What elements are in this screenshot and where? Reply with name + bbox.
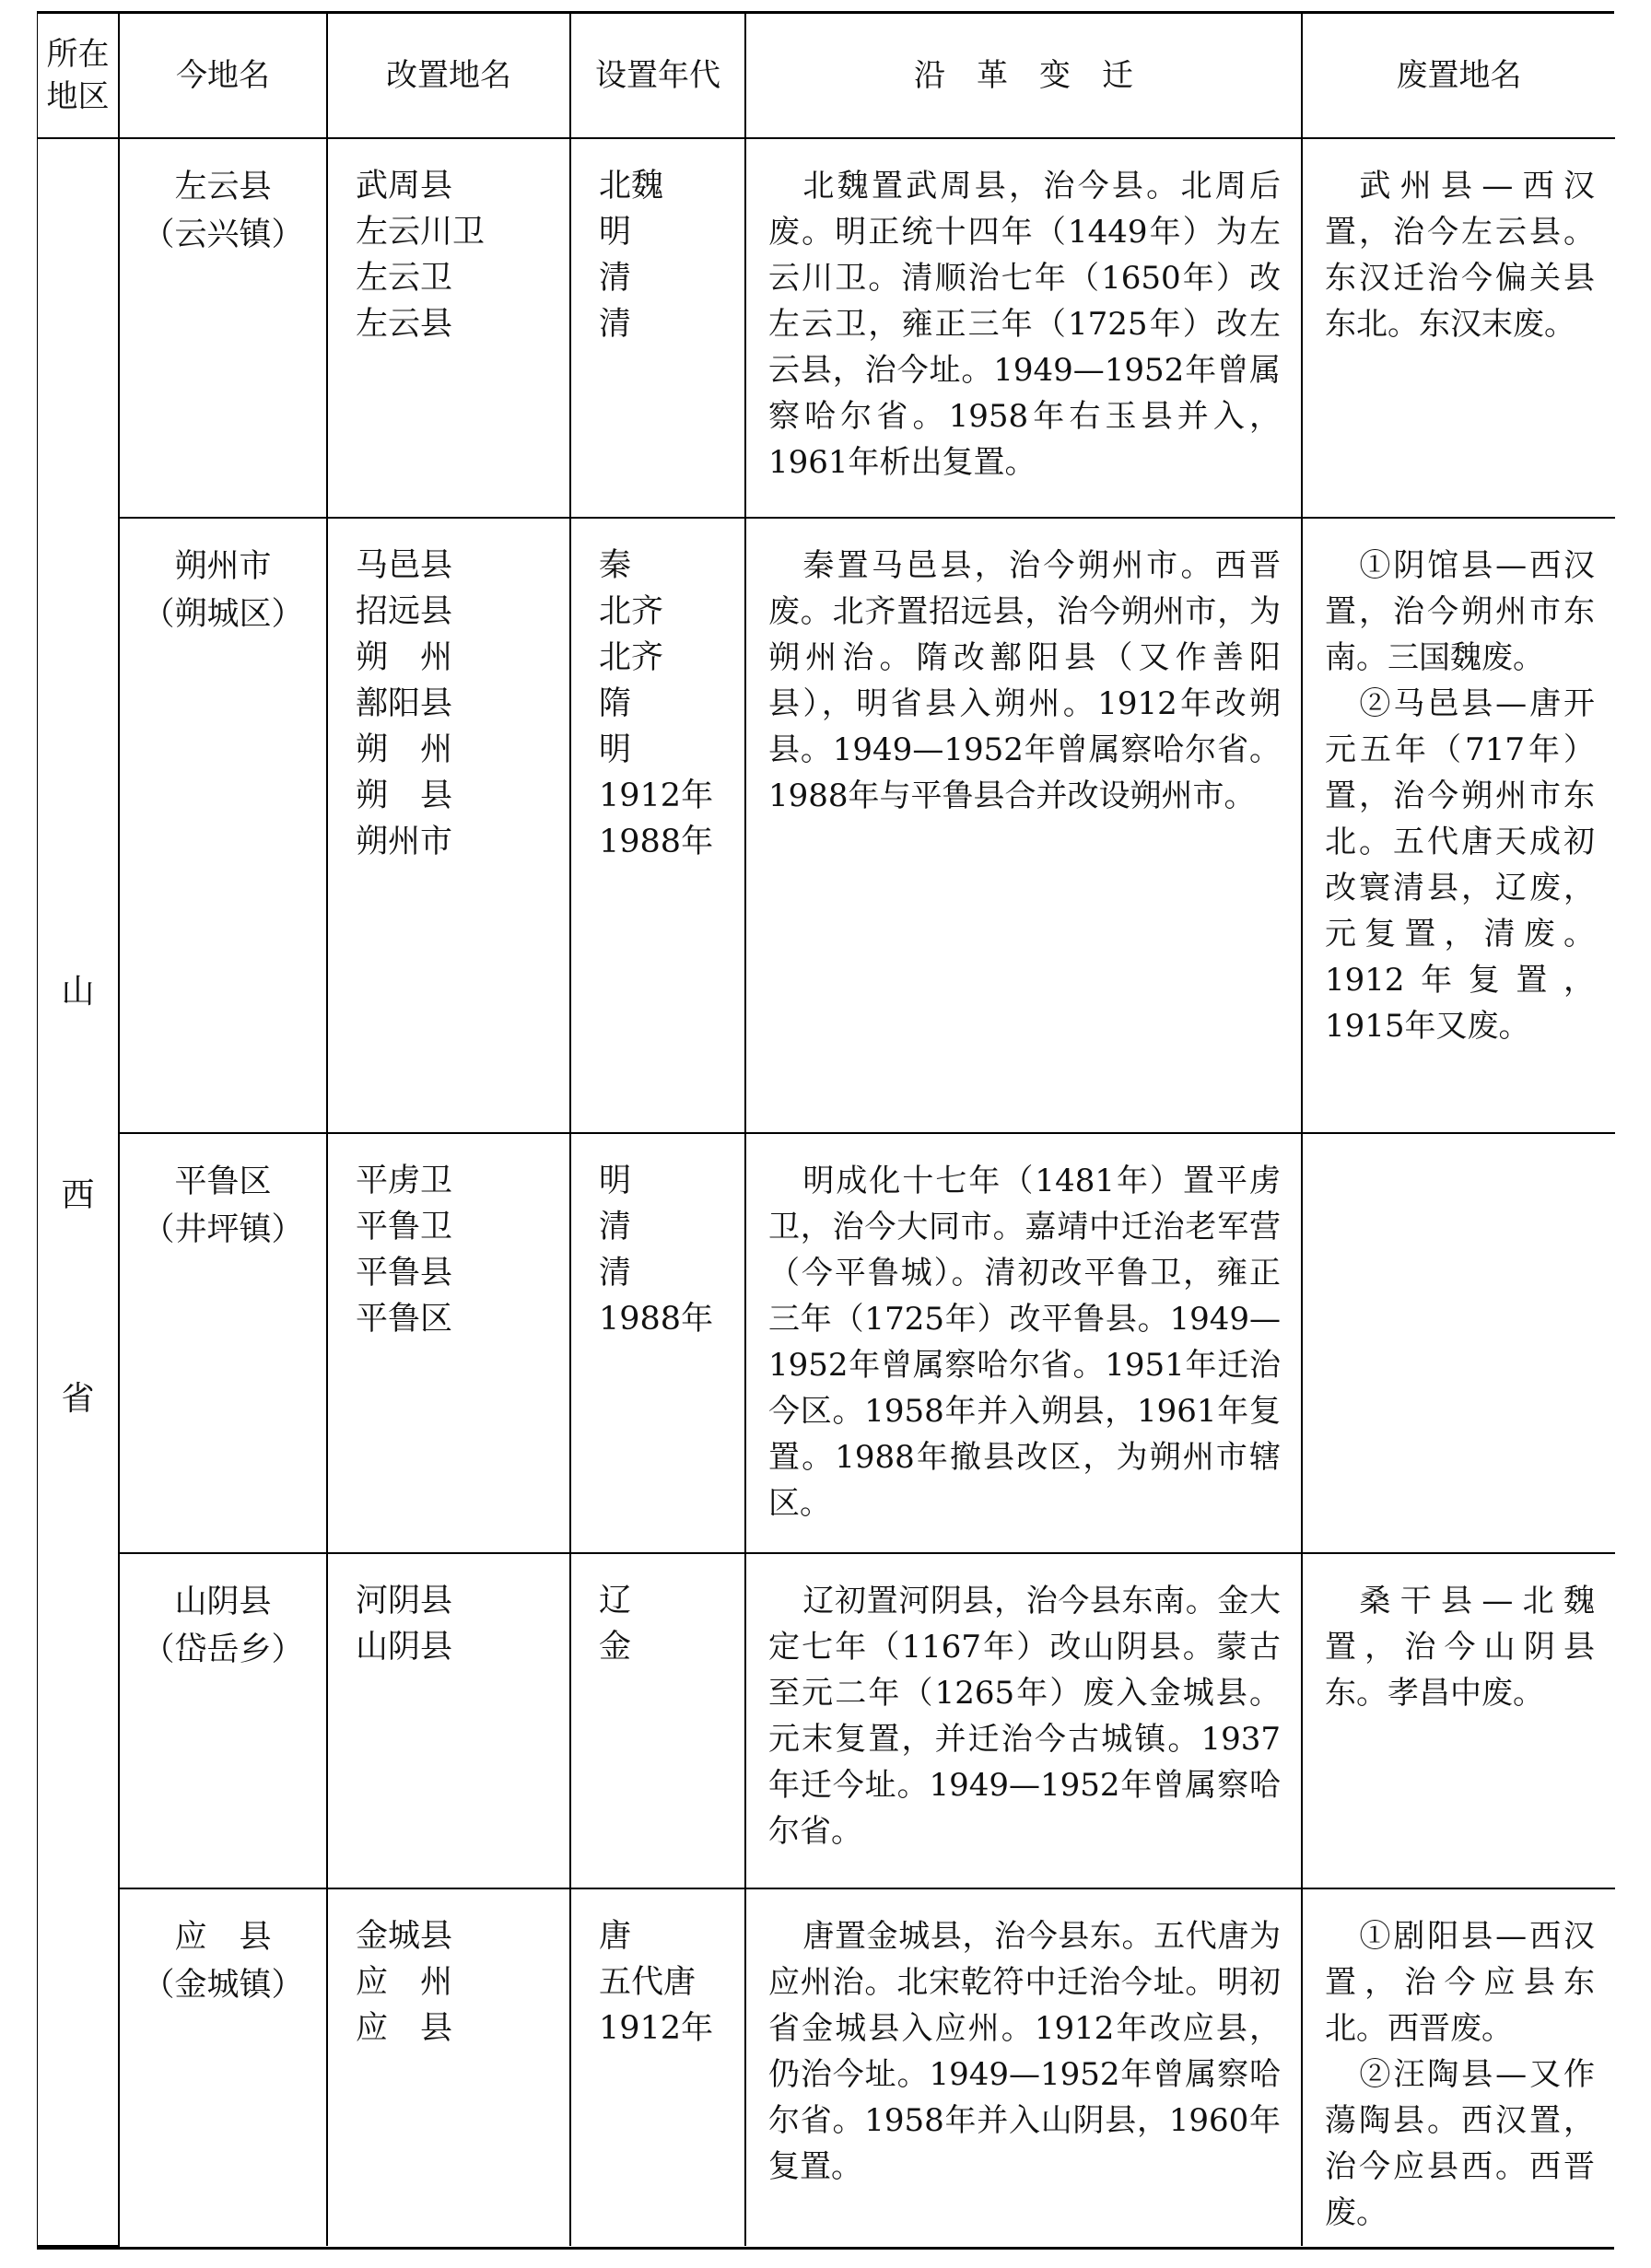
header-current-name: 今地名: [119, 14, 327, 138]
year-cell: [570, 1888, 745, 2246]
renamed-item: 招远县: [356, 593, 453, 630]
abolished-entry: ①阴馆县—西汉置，治今朔州市东南。三国魏废。: [1325, 547, 1595, 676]
renamed-cell: [327, 1553, 570, 1888]
renamed-item: 朔 州: [356, 639, 453, 676]
history-cell: [745, 138, 1302, 518]
renamed-item: 鄯阳县: [356, 685, 453, 722]
renamed-item: 平鲁县: [356, 1255, 453, 1292]
renamed-item: 左云卫: [356, 260, 453, 297]
year-item: 清: [599, 260, 632, 297]
gazetteer-sheet: [37, 11, 1614, 2250]
header-row: [38, 14, 1615, 138]
year-item: 五代唐: [599, 1964, 697, 2001]
renamed-cell: [327, 518, 570, 1133]
year-item: 清: [599, 1209, 632, 1245]
year-item: 北魏: [599, 168, 664, 205]
abolished-entry: ②汪陶县—又作蕩陶县。西汉置，治今应县西。西晋废。: [1325, 2056, 1595, 2231]
renamed-item: 平虏卫: [356, 1163, 453, 1199]
year-item: 明: [599, 214, 632, 251]
year-cell: [570, 1133, 745, 1553]
header-history: 沿 革 变 迁: [745, 14, 1302, 138]
renamed-item: 应 州: [356, 1964, 453, 2001]
year-item: 北齐: [599, 593, 664, 630]
header-renamed: 改置地名: [327, 14, 570, 138]
renamed-item: 平鲁卫: [356, 1209, 453, 1245]
year-item: 1988年: [599, 1301, 714, 1338]
region-char: 西: [61, 1175, 95, 1214]
year-cell: [570, 1553, 745, 1888]
renamed-item: 左云川卫: [356, 214, 486, 251]
renamed-item: 河阴县: [356, 1583, 453, 1619]
region-cell: [38, 138, 119, 2246]
year-cell: [570, 138, 745, 518]
year-item: 1912年: [599, 2010, 714, 2047]
abolished-entry: ②马邑县—唐开元五年（717年）置，治今朔州市东北。五代唐天成初改寰清县，辽废，元复置，清废。1912年复置，1915年又废。: [1325, 685, 1595, 1045]
year-item: 隋: [599, 685, 632, 722]
history-cell: [745, 1553, 1302, 1888]
renamed-item: 马邑县: [356, 547, 453, 584]
renamed-item: 朔 县: [356, 777, 453, 814]
current-name-cell: [119, 138, 327, 518]
history-text: 秦置马邑县，治今朔州市。西晋废。北齐置招远县，治今朔州市，为朔州治。隋改鄯阳县（又作善阳县），明省县入朔州。1912年改朔县。1949—1952年曾属察哈尔省。1988年与平鲁县合并改设朔州市。: [768, 547, 1281, 814]
table-row: [38, 1888, 1615, 2246]
seat-name: （岱岳乡）: [142, 1631, 304, 1668]
renamed-item: 应 县: [356, 2010, 453, 2047]
current-name-cell: [119, 1888, 327, 2246]
year-item: 明: [599, 1163, 632, 1199]
table-row: [38, 1133, 1615, 1553]
header-year: 设置年代: [570, 14, 745, 138]
history-cell: [745, 1888, 1302, 2246]
year-item: 秦: [599, 547, 632, 584]
history-text: 辽初置河阴县，治今县东南。金大定七年（1167年）改山阴县。蒙古至元二年（1265年）废入金城县。元末复置，并迁治今古城镇。1937年迁今址。1949—1952年曾属察哈尔省。: [768, 1583, 1281, 1850]
seat-name: （金城镇）: [142, 1967, 304, 2004]
history-cell: [745, 518, 1302, 1133]
year-item: 北齐: [599, 639, 664, 676]
renamed-cell: [327, 1133, 570, 1553]
seat-name: （云兴镇）: [142, 216, 304, 253]
renamed-item: 平鲁区: [356, 1301, 453, 1338]
header-abolished: 废置地名: [1302, 14, 1615, 138]
current-name: 应 县: [174, 1919, 272, 1956]
year-cell: [570, 518, 745, 1133]
abolished-entry: 桑干县—北魏置，治今山阴县东。孝昌中废。: [1325, 1583, 1595, 1712]
year-item: 辽: [599, 1583, 632, 1619]
region-char: 省: [61, 1379, 95, 1418]
gazetteer-table: [38, 14, 1615, 2247]
header-region: [38, 14, 119, 138]
renamed-item: 武周县: [356, 168, 453, 205]
history-text: 明成化十七年（1481年）置平虏卫，治今大同市。嘉靖中迁治老军营（今平鲁城）。清初改平鲁卫，雍正三年（1725年）改平鲁县。1949—1952年曾属察哈尔省。1951年迁治今区。1958年并入朔县，1961年复置。1988年撤县改区，为朔州市辖区。: [768, 1163, 1281, 1522]
header-region-label: 所在 地区: [46, 36, 110, 115]
renamed-item: 朔 州: [356, 731, 453, 768]
current-name-cell: [119, 1133, 327, 1553]
current-name-cell: [119, 518, 327, 1133]
year-item: 清: [599, 306, 632, 343]
renamed-item: 金城县: [356, 1918, 453, 1955]
year-item: 1912年: [599, 777, 714, 814]
history-text: 唐置金城县，治今县东。五代唐为应州治。北宋乾符中迁治今址。明初省金城县入应州。1912年改应县，仍治今址。1949—1952年曾属察哈尔省。1958年并入山阴县，1960年复置。: [768, 1918, 1281, 2185]
current-name: 山阴县: [174, 1584, 272, 1620]
table-row: [38, 138, 1615, 518]
history-text: 北魏置武周县，治今县。北周后废。明正统十四年（1449年）为左云川卫。清顺治七年（1650年）改左云卫，雍正三年（1725年）改左云县，治今址。1949—1952年曾属察哈尔省。1958年右玉县并入，1961年析出复置。: [768, 168, 1281, 481]
year-item: 清: [599, 1255, 632, 1292]
year-item: 明: [599, 731, 632, 768]
table-row: [38, 518, 1615, 1133]
table-row: [38, 1553, 1615, 1888]
seat-name: （朔城区）: [142, 596, 304, 633]
abolished-cell: [1302, 138, 1615, 518]
renamed-item: 山阴县: [356, 1629, 453, 1666]
current-name-cell: [119, 1553, 327, 1888]
abolished-cell: [1302, 518, 1615, 1133]
abolished-cell: [1302, 1553, 1615, 1888]
seat-name: （井坪镇）: [142, 1211, 304, 1248]
abolished-entry: ①剧阳县—西汉置，治今应县东北。西晋废。: [1325, 1918, 1595, 2047]
region-char: 山: [61, 972, 95, 1011]
abolished-entry: 武州县—西汉置，治今左云县。东汉迁治今偏关县东北。东汉末废。: [1325, 168, 1595, 343]
year-item: 金: [599, 1629, 632, 1666]
current-name: 朔州市: [174, 548, 272, 585]
year-item: 唐: [599, 1918, 632, 1955]
renamed-cell: [327, 1888, 570, 2246]
renamed-item: 左云县: [356, 306, 453, 343]
renamed-cell: [327, 138, 570, 518]
current-name: 左云县: [174, 169, 272, 205]
abolished-cell: [1302, 1888, 1615, 2246]
history-cell: [745, 1133, 1302, 1553]
renamed-item: 朔州市: [356, 824, 453, 860]
abolished-cell: [1302, 1133, 1615, 1553]
current-name: 平鲁区: [174, 1163, 272, 1200]
year-item: 1988年: [599, 824, 714, 860]
